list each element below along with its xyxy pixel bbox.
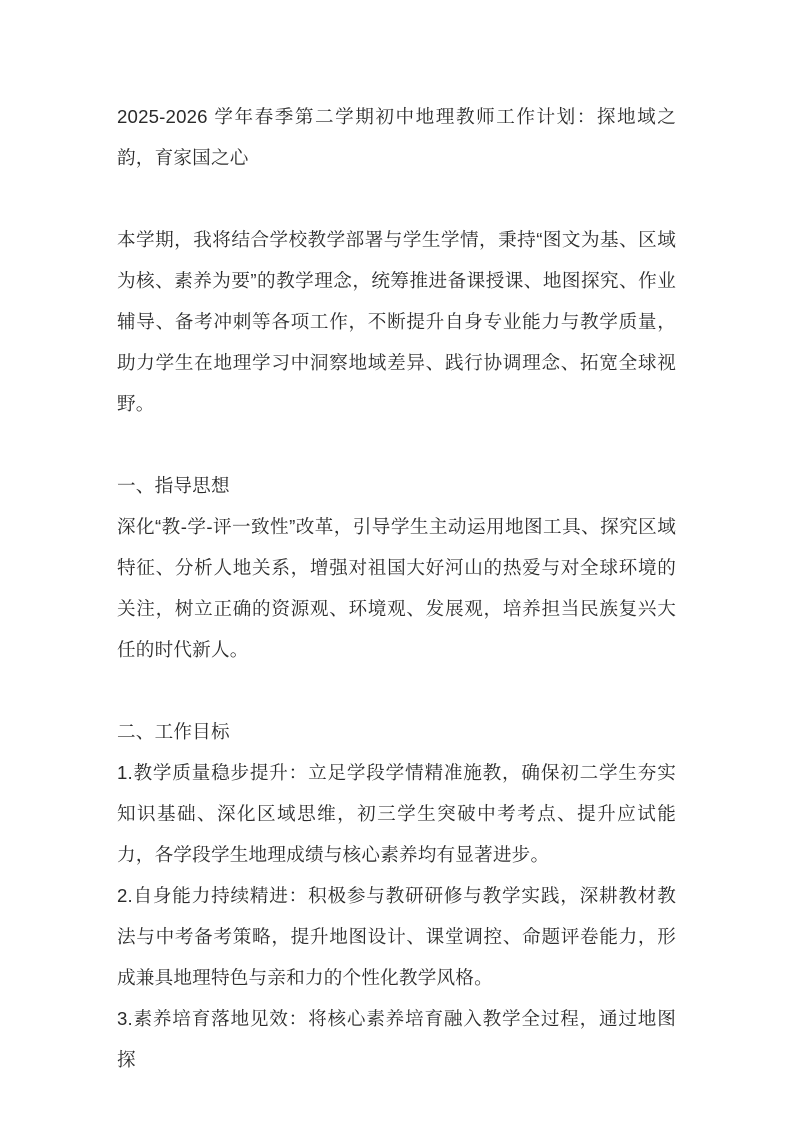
work-goal-item-2: 2.自身能力持续精进：积极参与教研研修与教学实践，深耕教材教法与中考备考策略，提升地图设计、课堂调控、命题评卷能力，形成兼具地理特色与亲和力的个性化教学风格。 <box>117 885 676 988</box>
section-heading-work-goals: 二、工作目标 <box>117 721 230 742</box>
section-heading-guiding-ideology: 一、指导思想 <box>117 475 230 496</box>
intro-paragraph: 本学期，我将结合学校教学部署与学生学情，秉持“图文为基、区域为核、素养为要”的教学理念，统筹推进备课授课、地图探究、作业辅导、备考冲刺等各项工作，不断提升自身专业能力与教学质量，助力学生在地理学习中洞察地域差异、践行协调理念、拓宽全球视野。 <box>117 229 676 414</box>
work-goal-item-3-clipped: 3.素养培育落地见效：将核心素养培育融入教学全过程，通过地图探 <box>117 1008 676 1070</box>
work-goal-item-1: 1.教学质量稳步提升：立足学段学情精准施教，确保初二学生夯实知识基础、深化区域思维，初三学生突破中考考点、提升应试能力，各学段学生地理成绩与核心素养均有显著进步。 <box>117 762 676 865</box>
document-title: 2025-2026 学年春季第二学期初中地理教师工作计划：探地域之韵，育家国之心 <box>117 106 676 168</box>
section-paragraph-guiding-ideology: 深化“教-学-评一致性”改革，引导学生主动运用地图工具、探究区域特征、分析人地关系，增强对祖国大好河山的热爱与对全球环境的关注，树立正确的资源观、环境观、发展观，培养担当民族复兴大任的时代新人。 <box>117 516 676 660</box>
document-content <box>117 96 676 1080</box>
